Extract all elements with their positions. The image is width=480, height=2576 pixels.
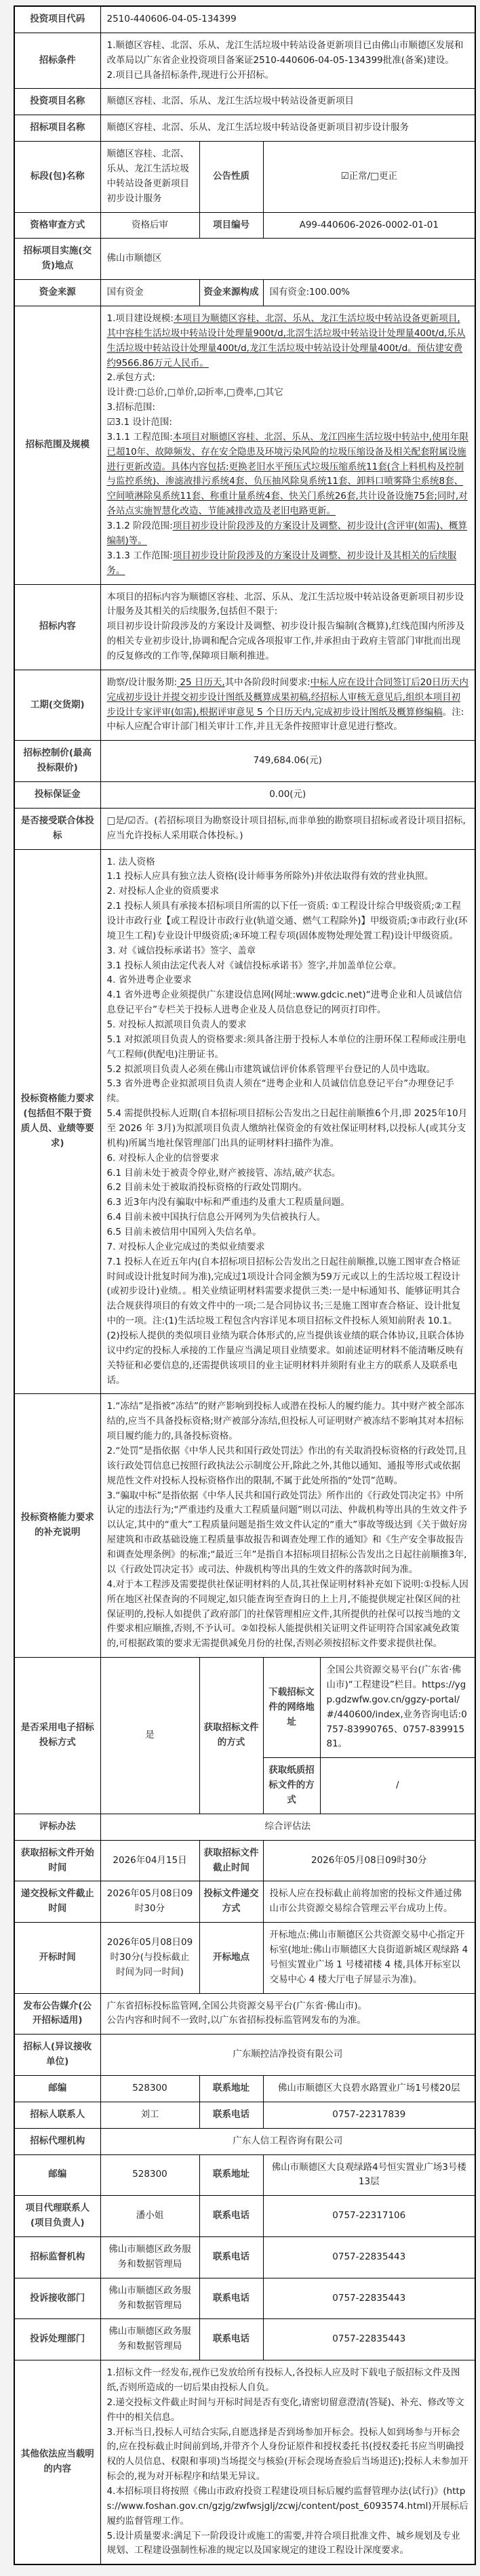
text-segment: 3.1.2 阶段范围: xyxy=(106,520,173,532)
text-segment-underlined: 25 日历天, xyxy=(177,676,225,688)
paragraph: 2. 对投标人企业的资质要求 xyxy=(106,886,220,897)
row-submission xyxy=(14,1881,475,1923)
label-supervisor-phone: 联系电话 xyxy=(199,2237,263,2278)
paragraph: 4. 省外进粤企业要求 xyxy=(106,975,192,986)
label-tender-content: 招标内容 xyxy=(14,584,100,670)
paragraph: 4.1 省外进粤企业须提供广东建设信息网(网址:www.gdcic.net)“进粤企业和人员诚信信息登记平台”专栏关于投标人进粤企业及人员信息登记的网页打印件。 xyxy=(106,989,462,1016)
text-segment-underlined: 项目初步设计阶段涉及的方案设计及调整、初步设计(含评审(如需)、概算编制)等。 xyxy=(106,520,468,546)
row-electronic-tender xyxy=(14,1658,475,1758)
paragraph xyxy=(107,676,469,735)
label-opening-place: 开标地点 xyxy=(199,1923,263,1993)
label-document-start-time: 获取招标文件开始时间 xyxy=(14,1840,100,1881)
row-qualification-review xyxy=(14,212,475,239)
value-qualification-review: 资格后审 xyxy=(100,212,199,239)
label-obtain-documents-method: 获取招标文件的方式 xyxy=(199,1658,263,1814)
paragraph: 2.承包方式: xyxy=(106,372,155,384)
value-fund-source: 国有资金 xyxy=(100,280,199,306)
value-joint-venture: □是/☑否。(若招标项目为勘察设计项目招标,而非单独的勘察项目招标或者设计项目招标,应当允许投标人采用联合体投标。) xyxy=(100,808,475,849)
text-segment: 勘察/设计服务期: xyxy=(106,676,178,688)
label-scope: 招标范围及规模 xyxy=(14,306,100,584)
paragraph: 1.“冻结”是指被“冻结”的财产影响到投标人或潜在投标人的履约能力。其中财产被全部冻结的,应当不具备投标资格;财产被部分冻结,但投标人可证明财产被冻结不影响其对本招标项目履约能力的,具备投标资格。 xyxy=(106,1401,464,1442)
row-tender-name xyxy=(14,115,475,142)
paragraph: 6.3 近3年内没有骗取中标和严重违约及重大工程质量问题。 xyxy=(106,1197,350,1208)
value-document-start-time: 2026年04月15日 xyxy=(100,1840,199,1881)
value-bid-deposit: 0.00(元) xyxy=(100,781,475,808)
row-agency-contact xyxy=(14,2196,475,2237)
paragraph: 6.1 目前未处于被责令停业,财产被接管、冻结,破产状态。 xyxy=(106,1167,341,1179)
label-tender-name: 招标项目名称 xyxy=(14,115,100,142)
row-complaint-handler xyxy=(14,2319,475,2360)
text-segment: 3.1.1 工程范围: xyxy=(106,431,173,443)
paragraph: 5.4 需提供投标人近期(自本招标项目招标公告发出之日起往前顺推6个月,即 2025年10月至 2026 年 3月)为拟派项目负责人缴纳社保资金的有效社保证明材料,以投标人(或其分支机构)所属当地社保管理部门出具的证明材料扫描件为准。 xyxy=(106,1108,468,1149)
value-agency-phone: 0757-22317106 xyxy=(263,2196,475,2237)
label-supervisor: 招标监督机构 xyxy=(14,2237,100,2278)
row-tenderer xyxy=(14,2035,475,2076)
value-section-name: 顺德区容桂、北滘、乐从、龙江生活垃圾中转站设备更新项目初步设计服务 xyxy=(100,142,199,212)
label-electronic-tender: 是否采用电子招标投标方式 xyxy=(14,1658,100,1814)
label-qualification-requirements: 投标资格能力要求(包括但不限于资质人员、业绩等要求) xyxy=(14,849,100,1394)
label-investment-name: 投资项目名称 xyxy=(14,89,100,115)
text-segment: 3.1.3 工作范围: xyxy=(106,550,173,561)
text-segment-underlined: 中标人应在设计合同签订后20日历天内完成初步设计并提交初步设计图纸及概算成果初稿,经招标人审核无意见后,组织本项目初步设计专家评审(如需),根据评审意见 5 个日历天内,完成初步设计图纸及概算修编稿 xyxy=(106,676,468,718)
value-contact-phone: 0757-22317839 xyxy=(263,2102,475,2128)
paragraph: 5.设计质量要求:满足下一阶段设计或施工的需要,并符合项目批准文件、城乡规划及专业规划、工程建设强制性标准的规定以及国家规定的建设工程设计深度要求。 xyxy=(106,2530,460,2556)
value-qualification-requirements xyxy=(100,849,475,1394)
value-duration xyxy=(100,670,475,740)
value-complaint-receiver-phone: 0757-22835443 xyxy=(263,2278,475,2319)
paragraph: 7. 对投标人企业完成过的类似业绩要求 xyxy=(106,1241,265,1252)
row-tenderer-zip xyxy=(14,2075,475,2102)
row-section-name xyxy=(14,142,475,212)
value-opening-place: 开标地点:佛山市顺德区公共资源交易中心指定开标室(地址:佛山市顺德区大良街道新城区观绿路 4 号恒实置业广场 1 号楼裙楼 4 楼,具体开标室以交易中心 4 楼大厅电子屏显示为准)。 xyxy=(263,1923,475,1993)
value-agency-zip: 528300 xyxy=(100,2154,199,2196)
row-bid-deposit xyxy=(14,781,475,808)
row-fund-source xyxy=(14,280,475,306)
paragraph: 4.对于本工程涉及需要提供社保证明材料的人员,其社保证明材料补充如下说明:①投标人因所在地区社保查询的不同规定,如只能查询至查询日的上上月,不能提供规定社保区间的社保证明的,投标人如提供了政府部门的社保管理相应文件,其所提供的社保可以按当地的文件要求相应顺推,否则,不予认可。②如投标人能提供相关证明文件证明符合国家减免政策的,可根据政策的要求无需提供减免月份的社保,否则必须按招标文件要求提供社保。 xyxy=(106,1578,468,1650)
row-joint-venture xyxy=(14,808,475,849)
paragraph: 6. 对投标人企业的信誉要求 xyxy=(106,1152,220,1164)
value-paper-documents: / xyxy=(320,1758,475,1814)
row-tenderer-contact xyxy=(14,2102,475,2128)
value-complaint-receiver: 佛山市顺德区政务服务和数据管理局 xyxy=(100,2278,199,2319)
label-agency: 招标代理机构 xyxy=(14,2128,100,2154)
label-complaint-handler-phone: 联系电话 xyxy=(199,2319,263,2360)
paragraph: 3.开标当日,投标人可结合实际,自愿选择是否到场参加开标会。投标人如到场参与开标会的,应在投标截止时间前到场,并带齐个人身份证原件和授权委托书(授权委托书应当明确授权的人员信息、权限和事项)当场提交与核验(开标会现场查验后当场退还);投标人未参加开标会的,视为对开标程序和结果无异议。 xyxy=(106,2426,468,2482)
label-section-name: 标段(包)名称 xyxy=(14,142,100,212)
label-bid-deposit: 投标保证金 xyxy=(14,781,100,808)
value-complaint-handler-phone: 0757-22835443 xyxy=(263,2319,475,2360)
label-investment-code: 投资项目代码 xyxy=(14,6,100,33)
paragraph: 公告内容和时间不一致时,以广东省招标投标监管网发布的为准。 xyxy=(106,2015,366,2026)
value-agency-contact: 潘小姐 xyxy=(100,2196,199,2237)
paragraph: 5.2 拟派项目负责人必须在佛山市建筑诚信评价体系管理平台登记的人员中选取。 xyxy=(106,1063,436,1075)
paragraph: 3.“骗取中标”是指依据《中华人民共和国行政处罚法》所作出的《行政处罚决定书》中所认定的违法行为;“严重违约及重大工程质量问题”则以司法、仲裁机构等出具的生效文件予以认定,其中的“重大”工程质量问题是指生效文件认定的“重大”事故等级达到《关于做好房屋建筑和市政基础设施工程质量事故报告和调查处理工作的通知》和《生产安全事故报告和调查处理条例》的标准;“最近三年”是指自本招标项目招标公告发出之日起往前顺推3年,以《行政处罚决定书》或司法、仲裁机构等出具的生效文件的落款时间为准。 xyxy=(106,1490,468,1575)
paragraph: 设计费:□总价,□单价,☑折率,□费率,□其它 xyxy=(106,387,283,398)
value-document-deadline: 2026年05月08日09时30分 xyxy=(263,1840,475,1881)
paragraph: 3. 对《诚信投标承诺书》签字、盖章 xyxy=(106,945,256,956)
value-fund-composition: 国有资金:100.00% xyxy=(263,280,475,306)
value-control-price: 749,684.06(元) xyxy=(100,741,475,782)
label-contact-phone: 联系电话 xyxy=(199,2102,263,2128)
value-agency: 广东人信工程咨询有限公司 xyxy=(100,2128,475,2154)
paragraph: 1.1 投标人应具有独立法人资格(设计师事务所除外)并依法取得有效的营业执照。 xyxy=(106,871,434,882)
row-investment-name xyxy=(14,89,475,115)
paragraph: ☑3.1 设计范围: xyxy=(106,417,172,428)
row-qualification-supplement xyxy=(14,1394,475,1658)
paragraph: 1.顺德区容桂、北滘、乐从、龙江生活垃圾中转站设备更新项目已由佛山市顺德区发展和改革局以广东省企业投资项目备案证2510-440606-04-05-134399批准(备案)建设。 xyxy=(106,39,464,66)
paragraph: 5. 对投标人拟派项目负责人的要求 xyxy=(106,1019,247,1030)
label-complaint-receiver: 投诉接收部门 xyxy=(14,2278,100,2319)
label-fund-source: 资金来源 xyxy=(14,280,100,306)
text-segment-underlined: 本项目对顺德区容桂、北滘、乐从、龙江四座生活垃圾中转站中,使用年限已超10年、故障频发、存在安全隐患及环境污染风险的垃圾压缩设备及相关配套附属设施进行更新改造。具体内容包括:更换老旧水平预压式垃圾压缩系统11套(含上料机构及控制与监控系统)、渗滤液排污系统4套、负压抽风除臭系统11套、卸料口喷雾降尘系统8套、空间喷淋除臭系统11套、称重计量系统4套、快关门系统26套,共计设备设施75套;同时,对各站点实施智慧化改造、节能减排改造及老旧电路更新。 xyxy=(106,431,468,517)
text-segment-underlined: 项目初步设计阶段涉及的方案设计及调整、初步设计及其相关的后续服务。 xyxy=(106,550,457,576)
label-tender-conditions: 招标条件 xyxy=(14,33,100,89)
paragraph: 4.本招标项目将按照《佛山市政府投资工程建设项目标后履约监督管理办法(试行)》(https://www.foshan.gov.cn/gzjg/zwfwsjglj/zcwj/content/post_6093574.html)开展标后履约监督管理工作。 xyxy=(106,2486,468,2527)
row-agency-zip xyxy=(14,2154,475,2196)
paragraph: 3.招标范围: xyxy=(106,402,155,413)
text-segment-underlined: 本项目为顺德区容桂、北滘、乐从、龙江生活垃圾中转站设备更新项目,其中容桂生活垃圾中转站设计处理量900t/d,北滘生活垃圾中转站设计处理量400t/d,乐从生活垃圾中转站设计处理量400t/d,龙江生活垃圾中转站设计处理量400t/d。预估建安费约9566.86万元人民币。 xyxy=(106,313,466,369)
label-tenderer-contact: 招标人联系人 xyxy=(14,2102,100,2128)
value-supervisor: 佛山市顺德区政务服务和数据管理局 xyxy=(100,2237,199,2278)
text-segment: 1.项目建设规模: xyxy=(106,313,174,325)
label-agency-phone: 联系电话 xyxy=(199,2196,263,2237)
label-evaluation-method: 评标办法 xyxy=(14,1814,100,1840)
value-qualification-supplement xyxy=(100,1394,475,1658)
paragraph: 本项目的招标内容为顺德区容桂、北滘、乐从、龙江生活垃圾中转站设备更新项目初步设计服务及其相关的后续服务,包括但不限于: xyxy=(106,591,464,617)
row-duration xyxy=(14,670,475,740)
value-submission-method: 投标人应在投标截止前将加密的投标文件通过佛山市公共资源交易综合管理云平台成功上传。 xyxy=(263,1881,475,1923)
paragraph xyxy=(107,519,469,549)
label-opening-time: 开标时间 xyxy=(14,1923,100,1993)
paragraph: 3.1 投标人须由法定代表人对《诚信投标承诺书》签字,并加盖单位公章。 xyxy=(106,960,402,971)
value-zip-code: 528300 xyxy=(100,2075,199,2102)
row-document-time xyxy=(14,1840,475,1881)
label-delivery-place: 招标项目实施(交货)地点 xyxy=(14,239,100,280)
value-investment-code: 2510-440606-04-05-134399 xyxy=(100,6,475,33)
label-agency-zip: 邮编 xyxy=(14,2154,100,2196)
paragraph xyxy=(107,430,469,519)
value-tender-content xyxy=(100,584,475,670)
label-document-deadline: 获取招标文件截止时间 xyxy=(199,1840,263,1881)
paragraph: 2.1 投标人须具有承接本招标项目所需的以下任一资质: ①工程设计综合甲级资质;②工程设计市政行业【或工程设计市政行业(轨道交通、燃气工程除外)】甲级资质;③市政行业(环境卫生工程)专业设计甲级资质;④环境工程专项(固体废物处理处置工程)设计甲级资质。 xyxy=(106,901,468,941)
text-segment: 。注:中标人应配合审计部门相关审计工作,并且无条件按照审计意见进行整改。 xyxy=(106,706,464,733)
label-announcement-media: 发布公告媒介(公开招标适用) xyxy=(14,1993,100,2035)
value-tenderer-contact: 刘工 xyxy=(100,2102,199,2128)
value-investment-name: 顺德区容桂、北滘、乐从、龙江生活垃圾中转站设备更新项目 xyxy=(100,89,475,115)
label-zip-code: 邮编 xyxy=(14,2075,100,2102)
row-tender-content xyxy=(14,584,475,670)
label-agency-address: 联系地址 xyxy=(199,2154,263,2196)
paragraph xyxy=(107,549,469,579)
value-evaluation-method: 综合评估法 xyxy=(100,1814,475,1840)
paragraph: 1.招标文件一经发布,视作已发放给所有投标人,各投标人应及时下载电子版招标文件及图纸,否则所造成的一切后果由投标人自负。 xyxy=(106,2367,460,2394)
value-download-url: 全国公共资源交易平台(广东省·佛山市)“工程建设”栏目。https://ygp.gdzwfw.gov.cn/ggzy-portal/#/440600/index,业务咨询电话:0757-83990765、0757-83991581。 xyxy=(320,1658,475,1758)
label-download-url: 下载招标文件的网络地址 xyxy=(263,1658,320,1758)
row-complaint-receiver xyxy=(14,2278,475,2319)
paragraph: 5.3 省外进粤企业拟派项目负责人须在“进粤企业和人员诚信信息登记平台”办理登记手续。 xyxy=(106,1078,454,1105)
label-other-content: 其他依法应当载明的内容 xyxy=(14,2360,100,2565)
value-agency-address: 佛山市顺德区大良观绿路4号恒实置业广场3号楼13层 xyxy=(263,2154,475,2196)
value-tender-name: 顺德区容桂、北滘、乐从、龙江生活垃圾中转站设备更新项目初步设计服务 xyxy=(100,115,475,142)
value-other-content xyxy=(100,2360,475,2565)
row-investment-code xyxy=(14,6,475,33)
value-opening-time: 2026年05月08日09时30分(与投标截止时间为同一时间) xyxy=(100,1923,199,1993)
paragraph: 项目初步设计阶段涉及的方案设计及调整、初步设计报告编制(含概算),红线范围内所涉及的相关专业初步设计,协调和配合完成各项报审工作,并承担由于政府主管部门审批而出现的反复修改的工作等,保障项目顺利推进。 xyxy=(106,621,465,661)
value-contact-address: 佛山市顺德区大良碧水路置业广场1号楼20层 xyxy=(263,2075,475,2102)
label-project-number: 项目编号 xyxy=(199,212,263,239)
row-tender-conditions xyxy=(14,33,475,89)
value-scope xyxy=(100,306,475,584)
value-tenderer: 广东顺控洁净投资有限公司 xyxy=(100,2035,475,2076)
value-notice-nature: ☑正常/□更正 xyxy=(263,142,475,212)
value-complaint-handler: 佛山市顺德区政务服务和数据管理局 xyxy=(100,2319,199,2360)
value-supervisor-phone: 0757-22835443 xyxy=(263,2237,475,2278)
label-paper-documents: 获取纸质招标文件的方式 xyxy=(263,1758,320,1814)
row-agency xyxy=(14,2128,475,2154)
row-bid-opening xyxy=(14,1923,475,1993)
label-qualification-supplement: 投标资格能力要求的补充说明 xyxy=(14,1394,100,1658)
row-scope xyxy=(14,306,475,584)
row-delivery-place xyxy=(14,239,475,280)
value-submission-deadline: 2026年05月08日09时30分 xyxy=(100,1881,199,1923)
value-announcement-media xyxy=(100,1993,475,2035)
label-qualification-review: 资格审查方式 xyxy=(14,212,100,239)
label-tenderer: 招标人(异议接收单位) xyxy=(14,2035,100,2076)
value-tender-conditions xyxy=(100,33,475,89)
label-fund-composition: 资金来源构成 xyxy=(199,280,263,306)
paragraph: 5.1 对拟派项目负责人的资格要求:须具备注册于投标人本单位的注册环保工程师或注册电气工程师(供配电)注册证书。 xyxy=(106,1034,466,1060)
row-supervisor xyxy=(14,2237,475,2278)
label-notice-nature: 公告性质 xyxy=(199,142,263,212)
paragraph: 2.项目已具备招标条件,现进行公开招标。 xyxy=(106,69,275,81)
paragraph: 2.“处罚”是指依据《中华人民共和国行政处罚法》作出的有关取消投标资格的行政处罚,且该行政处罚信息已按照行政执法公示制度公开,除此之外,其他以通知、通报等形式或依据规范性文件对投标人投标资格作出的限制,不属于此处所指的“处罚”范畴。 xyxy=(106,1446,467,1486)
label-duration: 工期(交货期) xyxy=(14,670,100,740)
text-segment: 其中各阶段时间要求: xyxy=(224,676,311,688)
label-contact-address: 联系地址 xyxy=(199,2075,263,2102)
label-submission-deadline: 递交投标文件截止时间 xyxy=(14,1881,100,1923)
tender-announcement-table xyxy=(14,5,476,2565)
paragraph: 7.1 投标人在近五年内(自本招标项目招标公告发出之日起往前顺推,以施工图审查合格证时间或设计批复时间为准),完成过1项设计合同金额为59万元或以上的生活垃圾工程设计(或初步设计)业绩。。相关业绩证明材料需要求提供三类:一是中标通知书、能够证明其合法合规获得项目的有效文件中的一项;二是合同协议书;三是施工图审查合格证、设计批复中的一项。注:(1)生活垃圾工程包含内容详见本项目招标文件投标人须知前附表 10.1。(2)投标人提供的类似项目业绩为联合体形式的,应当提供该业绩的联合体协议,且联合体协议中约定的投标人承接的工作量应当满足项目业绩要求。如前述证明材料不能清晰反映有关特征和必要信息的,还需提供该项目的业主证明材料并须附有业主方的联系人及联系电话。 xyxy=(106,1256,464,1386)
paragraph: 1. 法人资格 xyxy=(106,856,155,867)
value-electronic-tender: 是 xyxy=(100,1658,199,1814)
label-complaint-handler: 投诉处理部门 xyxy=(14,2319,100,2360)
paragraph: 广东省招标投标监管网,全国公共资源交易平台(广东省·佛山市)。 xyxy=(106,2000,367,2011)
label-agency-contact: 项目代理联系人(项目负责人) xyxy=(14,2196,100,2237)
row-qualification-requirements xyxy=(14,849,475,1394)
paragraph: 6.5 目前未被信用中国列入失信名单。 xyxy=(106,1227,262,1238)
label-control-price: 招标控制价(最高投标限价) xyxy=(14,741,100,782)
paragraph: 2.递交投标文件截止时间与开标时间是否有变化,请密切留意澄清(答疑)、补充、修改等文件中的相关信息。 xyxy=(106,2396,464,2423)
value-project-number: A99-440606-2026-0002-01-01 xyxy=(263,212,475,239)
label-complaint-receiver-phone: 联系电话 xyxy=(199,2278,263,2319)
row-other-content xyxy=(14,2360,475,2565)
label-submission-method: 投标文件递交方式 xyxy=(199,1881,263,1923)
row-evaluation-method xyxy=(14,1814,475,1840)
label-joint-venture: 是否接受联合体投标 xyxy=(14,808,100,849)
paragraph xyxy=(107,312,469,371)
row-control-price xyxy=(14,741,475,782)
paragraph: 6.4 目前未被中国执行信息公开网列为失信被执行人。 xyxy=(106,1212,326,1223)
value-delivery-place: 佛山市顺德区 xyxy=(100,239,475,280)
row-announcement-media xyxy=(14,1993,475,2035)
paragraph: 6.2 目前未处于被取消投标资格的行政处罚期内。 xyxy=(106,1182,308,1193)
